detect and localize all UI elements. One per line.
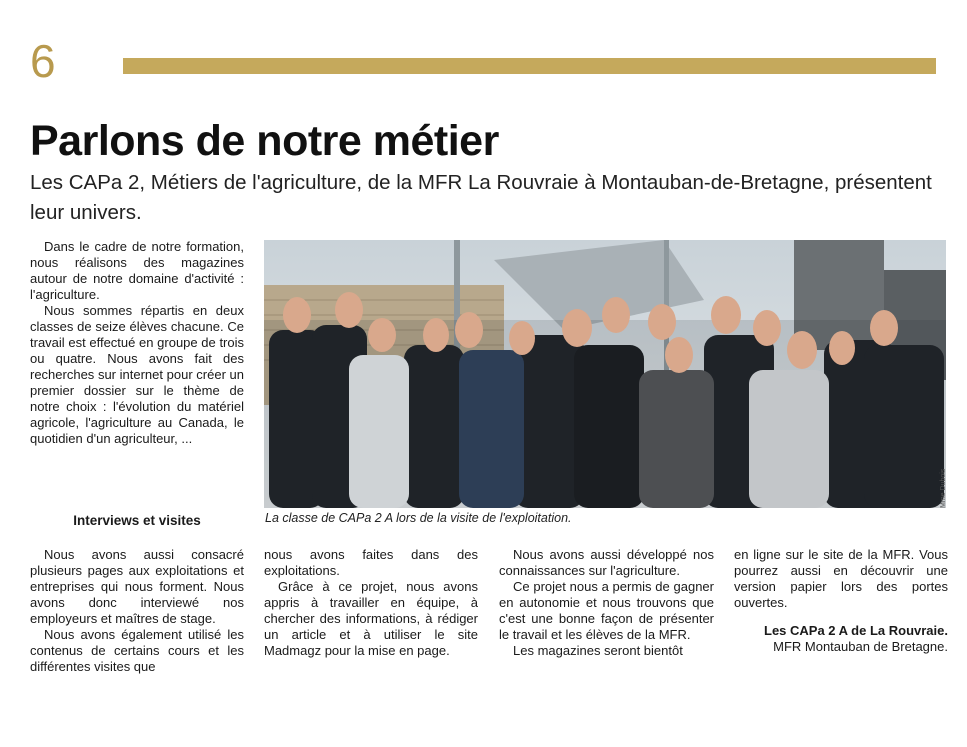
- body-paragraph: Nous avons aussi développé nos connaissances sur l'agriculture.: [499, 547, 714, 578]
- body-column-3: [499, 547, 714, 659]
- signature-org: Les CAPa 2 A de La Rouvraie.: [764, 623, 948, 638]
- body-paragraph: Nous avons également utilisé les contenus de certains cours et les différentes visites que: [30, 627, 244, 674]
- body-column-4: [734, 547, 948, 655]
- signature-place: MFR Montauban de Bretagne.: [773, 639, 948, 654]
- intro-column: [30, 239, 244, 447]
- intro-paragraph: Dans le cadre de notre formation, nous réalisons des magazines autour de notre domaine d'activité : l'agriculture.: [30, 239, 244, 302]
- body-paragraph: nous avons faites dans des exploitations.: [264, 547, 478, 578]
- body-paragraph: Ce projet nous a permis de gagner en autonomie et nous trouvons que c'est une bonne façon de présenter le travail et les élèves de la MFR.: [499, 579, 714, 642]
- body-column-1: [30, 547, 244, 675]
- page-number: 6: [30, 35, 56, 87]
- photo-caption: La classe de CAPa 2 A lors de la visite de l'exploitation.: [265, 511, 572, 525]
- article-subtitle: Les CAPa 2, Métiers de l'agriculture, de la MFR La Rouvraie à Montauban-de-Bretagne, présentent leur univers.: [30, 171, 932, 224]
- section-heading: Interviews et visites: [73, 513, 201, 528]
- photo-credit: Mme Dubois: [940, 468, 947, 508]
- body-paragraph: Les magazines seront bientôt: [513, 643, 683, 658]
- class-photo-illustration: [264, 240, 946, 508]
- body-column-2: [264, 547, 478, 659]
- body-paragraph: Grâce à ce projet, nous avons appris à travailler en équipe, à chercher des informations, à rédiger un article et à utiliser le site Madmagz pour la mise en page.: [264, 579, 478, 658]
- class-photo[interactable]: [264, 240, 946, 508]
- body-paragraph: en ligne sur le site de la MFR. Vous pourrez aussi en découvrir une version papier lors des portes ouvertes.: [734, 547, 948, 610]
- intro-paragraph: Nous sommes répartis en deux classes de seize élèves chacune. Ce travail est effectué en groupe de trois ou quatre. Nous avons fait des recherches sur internet pour créer un premier dossier sur le thème de notre choix : l'évolution du matériel agricole, l'agriculture au Canada, le quotidien d'un agriculteur, ...: [30, 303, 244, 446]
- header-bar: [123, 58, 936, 74]
- article-title: Parlons de notre métier: [30, 117, 499, 165]
- body-paragraph: Nous avons aussi consacré plusieurs pages aux exploitations et entreprises qui nous forment. Nous avons donc interviewé nos employeurs et maîtres de stage.: [30, 547, 244, 626]
- signature: [734, 623, 948, 655]
